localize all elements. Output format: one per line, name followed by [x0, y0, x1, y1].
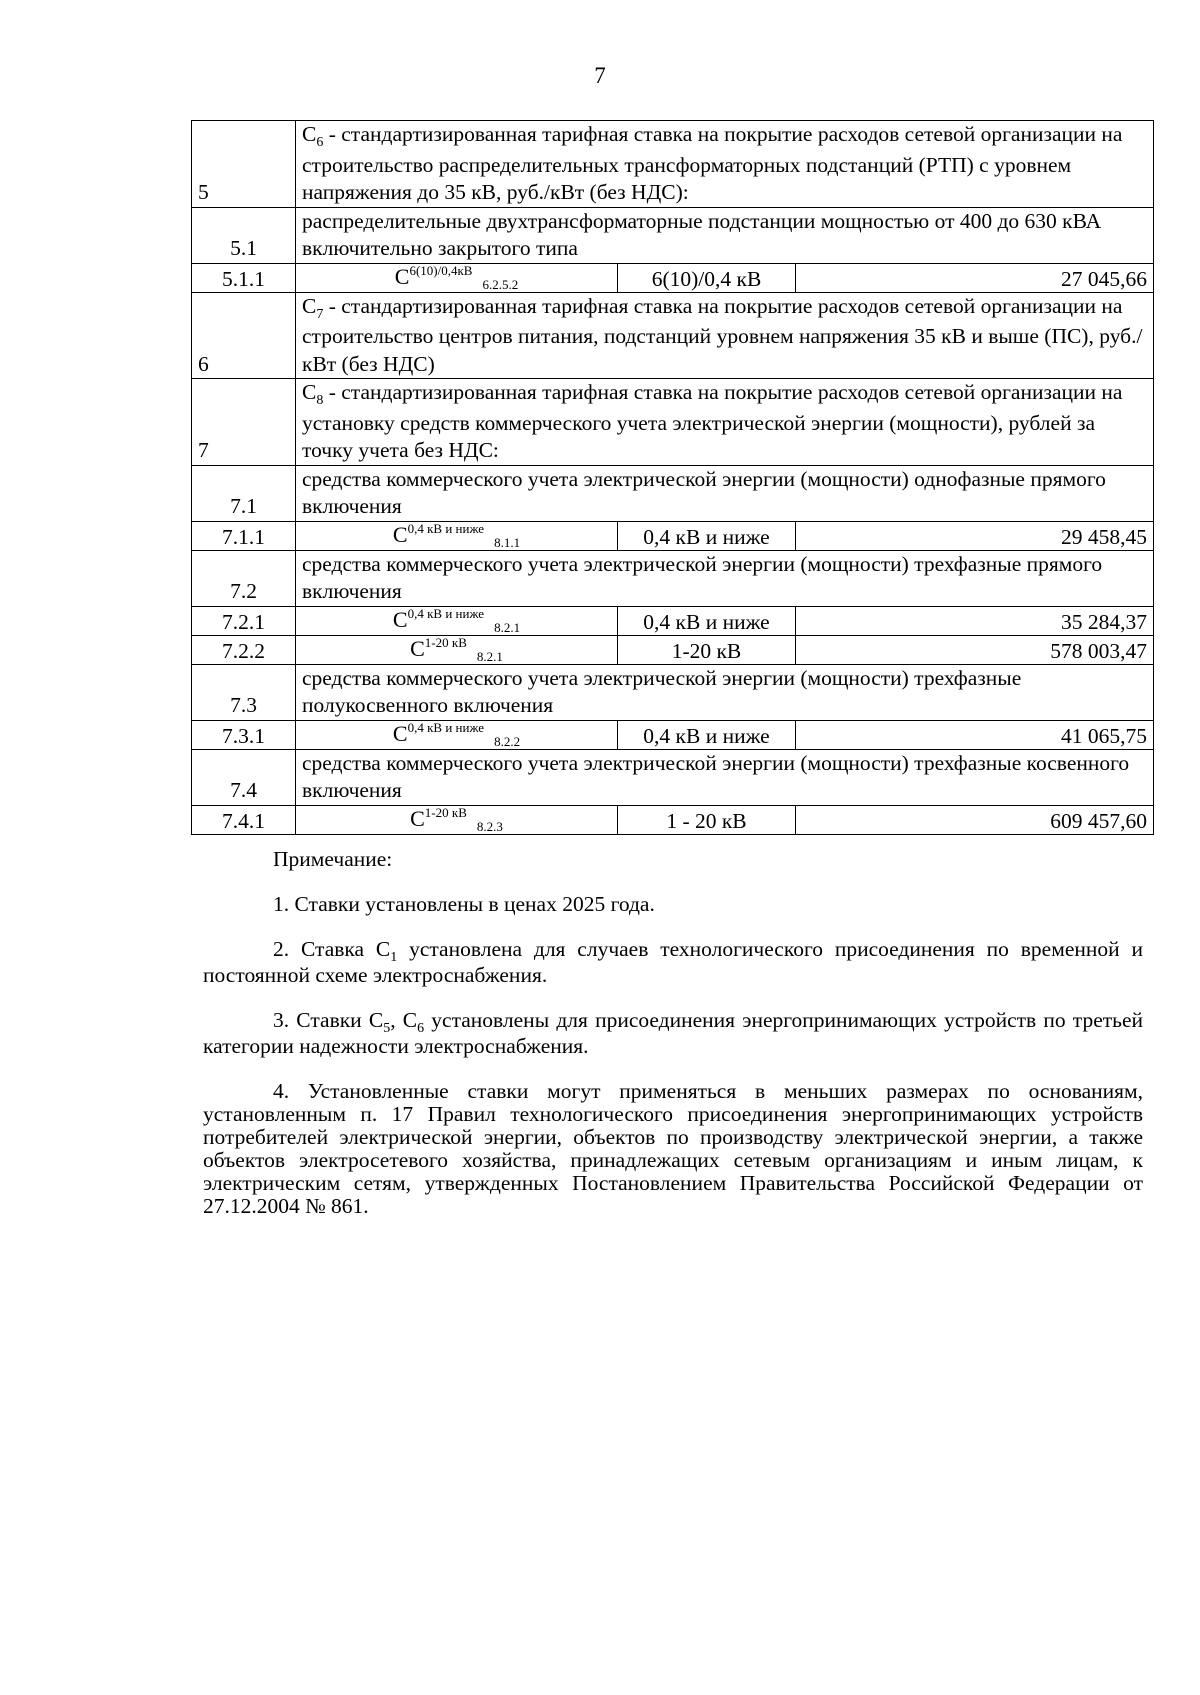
rate-symbol [296, 720, 618, 749]
row-description-text: распределительные двухтрансформаторные подстанции мощностью от 400 до 630 кВА включительно закрытого типа [302, 208, 1102, 260]
note-2-end: установлена для случаев технологического присоединения по временной и постоянной схеме электроснабжения. [203, 937, 1143, 987]
rate-symbol-subscript: 8.2.2 [494, 733, 521, 749]
rate-symbol-base: С [392, 521, 408, 547]
table-row [192, 292, 1154, 379]
row-number: 7.1 [192, 465, 296, 521]
row-description [296, 379, 1154, 466]
rate-symbol-superscript: 0,4 кВ и ниже [407, 720, 485, 735]
voltage-level: 1-20 кВ [618, 635, 796, 664]
rate-symbol-superscript: 1-20 кВ [424, 635, 467, 650]
table-row [192, 664, 1154, 720]
row-description [296, 664, 1154, 720]
table-row [192, 720, 1154, 749]
table-row [192, 465, 1154, 521]
table-row [192, 207, 1154, 263]
rate-symbol [296, 521, 618, 550]
note-3-subscript-1: 5 [383, 1021, 391, 1036]
table-row [192, 263, 1154, 292]
rate-letter: С [302, 122, 317, 146]
rate-symbol [296, 606, 618, 635]
row-number: 7.3 [192, 664, 296, 720]
row-number: 7.2.2 [192, 635, 296, 664]
table-row [192, 805, 1154, 834]
rate-value: 609 457,60 [796, 805, 1154, 834]
note-2-start: 2. Ставка С [273, 937, 391, 961]
row-description-text: средства коммерческого учета электрической энергии (мощности) однофазные прямого включения [302, 466, 1106, 518]
row-description-text: средства коммерческого учета электрической энергии (мощности) трехфазные косвенного включения [302, 750, 1130, 802]
rate-letter-subscript: 7 [316, 306, 324, 322]
row-description-text: - стандартизированная тарифная ставка на покрытие расходов сетевой организации на установку средств коммерческого учета электрической энергии (мощности), рублей за точку учета без НДС: [302, 380, 1123, 462]
rate-value: 35 284,37 [796, 606, 1154, 635]
row-number: 7 [192, 379, 296, 466]
notes-title: Примечание: [273, 847, 393, 871]
rate-symbol-base: С [410, 635, 425, 661]
note-3-start: 3. Ставки С [273, 1008, 384, 1032]
rate-symbol [296, 805, 618, 834]
row-number: 7.2.1 [192, 606, 296, 635]
rate-value: 578 003,47 [796, 635, 1154, 664]
row-number: 7.3.1 [192, 720, 296, 749]
row-number: 7.4.1 [192, 805, 296, 834]
tariff-table [191, 120, 1154, 835]
row-description [296, 121, 1154, 208]
rate-symbol-subscript: 8.2.1 [476, 648, 503, 664]
row-number: 7.1.1 [192, 521, 296, 550]
voltage-level: 6(10)/0,4 кВ [618, 263, 796, 292]
table-row [192, 606, 1154, 635]
note-3-mid: , С [390, 1008, 418, 1032]
rate-value: 41 065,75 [796, 720, 1154, 749]
row-description [296, 292, 1154, 379]
note-2-subscript: 1 [390, 950, 398, 965]
table-row [192, 121, 1154, 208]
note-3-subscript-2: 6 [417, 1021, 425, 1036]
page-number: 7 [594, 63, 606, 88]
voltage-level: 1 - 20 кВ [618, 805, 796, 834]
row-number: 5 [192, 121, 296, 208]
rate-value: 27 045,66 [796, 263, 1154, 292]
row-description-text: средства коммерческого учета электрической энергии (мощности) трехфазные прямого включения [302, 551, 1103, 603]
rate-symbol-subscript: 8.2.1 [494, 619, 521, 635]
row-description [296, 749, 1154, 805]
notes-section [203, 848, 1143, 1218]
note-1: 1. Ставки установлены в ценах 2025 года. [273, 892, 655, 916]
table-row [192, 635, 1154, 664]
rate-symbol-base: С [394, 263, 410, 289]
row-number: 5.1.1 [192, 263, 296, 292]
rate-letter: С [302, 293, 317, 318]
note-4: 4. Установленные ставки могут применяться в меньших размерах по основаниям, установленным п. 17 Правил технологического присоединения энергопринимающих устройств потребителей электрической энергии, объектов по производству электрической энергии, а также объектов электросетевого хозяйства, принадлежащих сетевым организациям и иным лицам, к электрическим сетям, утвержденных Постановлением Правительства Российской Федерации от 27.12.2004 № 861. [203, 1079, 1143, 1218]
rate-symbol-superscript: 6(10)/0,4кВ [409, 263, 473, 278]
rate-symbol-subscript: 6.2.5.2 [482, 276, 519, 292]
voltage-level: 0,4 кВ и ниже [618, 720, 796, 749]
voltage-level: 0,4 кВ и ниже [618, 521, 796, 550]
rate-symbol-base: С [392, 720, 408, 746]
rate-letter-subscript: 6 [316, 135, 324, 150]
row-description-text: средства коммерческого учета электрической энергии (мощности) трехфазные полукосвенного включения [302, 665, 1022, 717]
row-number: 7.2 [192, 550, 296, 606]
voltage-level: 0,4 кВ и ниже [618, 606, 796, 635]
table-row [192, 521, 1154, 550]
rate-symbol-superscript: 0,4 кВ и ниже [407, 606, 485, 621]
row-description [296, 207, 1154, 263]
rate-letter-subscript: 8 [316, 393, 324, 408]
row-number: 5.1 [192, 207, 296, 263]
row-description [296, 550, 1154, 606]
rate-value: 29 458,45 [796, 521, 1154, 550]
row-description [296, 465, 1154, 521]
note-2 [203, 938, 1143, 987]
rate-symbol [296, 635, 618, 664]
rate-letter: С [302, 380, 317, 404]
table-row [192, 379, 1154, 466]
rate-symbol-superscript: 0,4 кВ и ниже [407, 521, 485, 536]
row-number: 7.4 [192, 749, 296, 805]
note-3-end: установлены для присоединения энергопринимающих устройств по третьей категории надежности электроснабжения. [203, 1008, 1143, 1058]
rate-symbol [296, 263, 618, 292]
rate-symbol-base: С [410, 805, 425, 831]
rate-symbol-subscript: 8.1.1 [494, 534, 521, 550]
rate-symbol-subscript: 8.2.3 [476, 818, 503, 834]
rate-symbol-superscript: 1-20 кВ [424, 805, 467, 820]
row-description-text: - стандартизированная тарифная ставка на покрытие расходов сетевой организации на строительство центров питания, подстанций уровнем напряжения 35 кВ и выше (ПС), руб./кВт (без НДС) [302, 293, 1143, 376]
note-3 [203, 1009, 1143, 1058]
row-number: 6 [192, 292, 296, 379]
rate-symbol-base: С [392, 606, 408, 632]
tariff-table-body [192, 121, 1154, 835]
row-description-text: - стандартизированная тарифная ставка на покрытие расходов сетевой организации на строительство распределительных трансформаторных подстанций (РТП) с уровнем напряжения до 35 кВ, руб./кВт (без НДС): [302, 122, 1123, 204]
table-row [192, 749, 1154, 805]
table-row [192, 550, 1154, 606]
